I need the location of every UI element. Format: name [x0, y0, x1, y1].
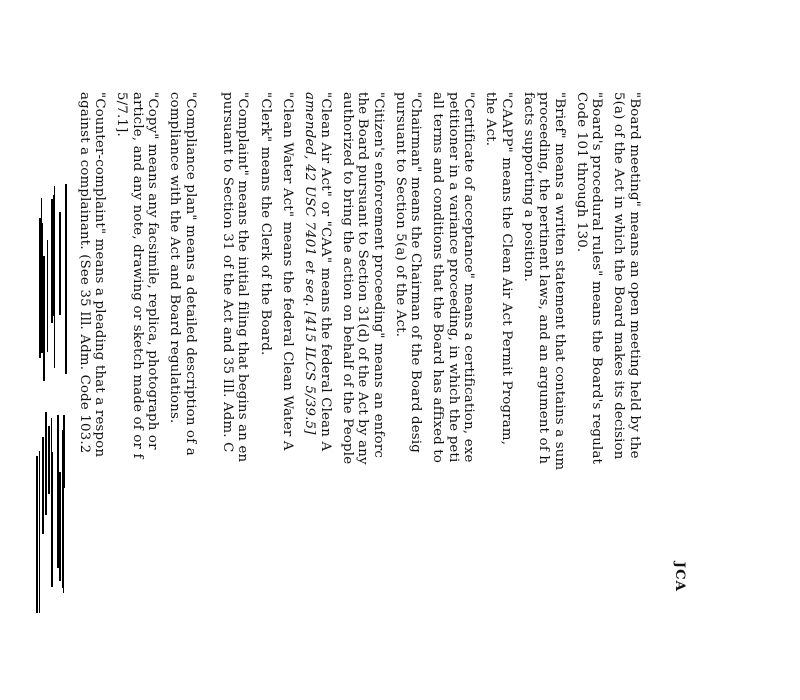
definition-line: facts supporting a position. — [520, 92, 536, 283]
definition-line — [205, 92, 220, 700]
definition-line: "Citizen's enforcement proceeding" means an enforc — [370, 92, 386, 459]
binding-mark-bar — [63, 415, 65, 487]
definition-paragraph — [393, 92, 424, 700]
binding-mark-top — [36, 180, 70, 400]
binding-mark-bar — [47, 240, 49, 352]
binding-mark-bar — [65, 189, 67, 314]
definition-paragraph — [340, 92, 386, 700]
definition-paragraph — [77, 92, 108, 700]
definition-line: "Counter-complaint" means a pleading that a respon — [92, 92, 108, 458]
definition-line: petitioner in a variance proceeding, in which the peti — [445, 92, 461, 463]
definition-paragraph — [205, 92, 251, 700]
definition-paragraph — [167, 92, 198, 700]
definition-line: "Chairman" means the Chairman of the Board desig — [408, 92, 424, 453]
definition-line: compliance with the Act and Board regulations. — [167, 92, 183, 424]
definition-line: proceeding, the pertinent laws, and an argument of h — [536, 92, 552, 465]
definition-line: the Act. — [483, 92, 499, 147]
definition-line: against a complainant. (See 35 Ill. Adm. Code 103.2 — [76, 92, 92, 454]
binding-mark-bar — [45, 412, 47, 514]
binding-mark-bar — [42, 437, 44, 534]
definition-paragraph — [257, 92, 272, 700]
definition-line: "CAAPP" means the Clean Air Act Permit Program, — [498, 92, 514, 446]
definition-line: "Compliance plan" means a detailed description of a — [182, 92, 198, 456]
binding-mark-bar — [39, 451, 41, 613]
definition-paragraph — [521, 92, 567, 700]
binding-mark-bar — [48, 426, 50, 494]
definitions-list — [77, 0, 642, 700]
binding-mark-bar — [53, 195, 55, 316]
binding-mark-bar — [43, 256, 45, 381]
definition-line: "Board's procedural rules" means the Board's regulat — [589, 92, 605, 465]
definition-paragraph — [483, 92, 514, 700]
definition-line: pursuant to Section 31 of the Act and 35 Ill. Adm. C — [220, 92, 236, 453]
definition-line: "Copy" means any facsimile, replica, photograph or — [144, 92, 160, 450]
definition-line: article, and any note, drawing or sketch made of or f — [129, 92, 145, 459]
binding-mark-bar — [41, 222, 43, 332]
definition-line: "Board meeting" means an open meeting held by the — [626, 92, 642, 459]
definition-paragraph — [302, 92, 333, 700]
document-page — [76, 0, 695, 618]
binding-mark-bar — [51, 452, 53, 584]
definition-line: amended, 42 USC 7401 et seq. [415 ILCS 5/39.5] — [302, 92, 318, 435]
definition-line: pursuant to Section 5(a) of the Act. — [392, 92, 408, 338]
definition-paragraph — [574, 92, 605, 700]
definition-line: all terms and conditions that the Board has affixed to — [430, 92, 446, 464]
definition-paragraph — [611, 92, 642, 700]
definition-line: "Clean Air Act" or "CAA" means the federal Clean A — [317, 92, 333, 452]
binding-mark-bar — [59, 212, 61, 316]
definition-line: 5(a) of the Act in which the Board makes its decision — [611, 92, 627, 460]
definition-paragraph — [280, 92, 295, 700]
definition-line: "Clean Water Act" means the federal Clean Water A — [280, 92, 296, 451]
page-header: JCA — [672, 561, 687, 592]
binding-mark-bar — [57, 415, 59, 568]
definition-line: the Board pursuant to Section 31(d) of the Act by any — [355, 92, 371, 465]
binding-mark-bar — [59, 472, 61, 582]
definition-line: 5/7.1]. — [114, 92, 130, 137]
definition-line: "Clerk" means the Clerk of the Board. — [257, 92, 273, 356]
definition-line: "Complaint" means the initial filing that begins an en — [235, 92, 251, 463]
rotated-text-block — [70, 0, 696, 700]
definition-line: authorized to bring the action on behalf of the People — [339, 92, 355, 465]
definition-line: "Certificate of acceptance" means a certification, exe — [461, 92, 477, 463]
definition-paragraph — [114, 92, 160, 700]
definition-line: Code 101 through 130. — [573, 92, 589, 253]
definition-line: "Brief" means a written statement that contains a sum — [551, 92, 567, 471]
definition-paragraph — [430, 92, 476, 700]
binding-mark-bottom — [36, 408, 70, 613]
binding-mark-bar — [36, 456, 38, 613]
